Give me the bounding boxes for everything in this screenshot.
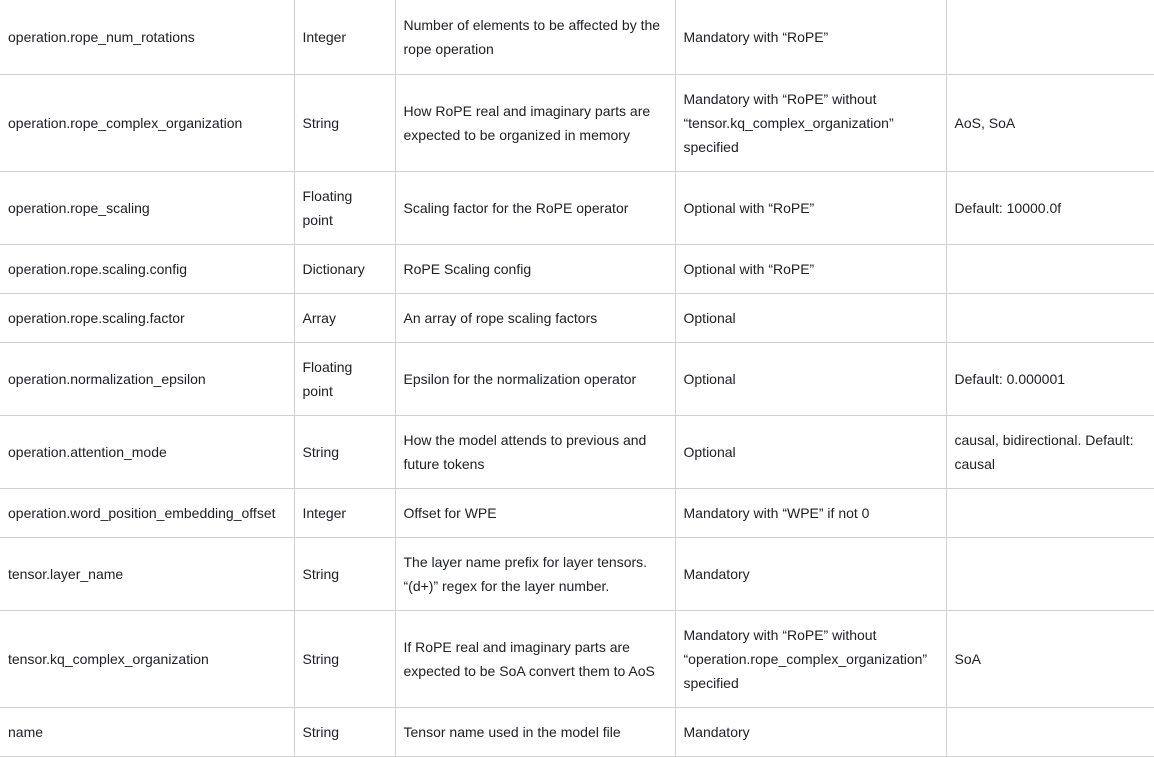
param-description-cell: Offset for WPE [395, 488, 675, 537]
param-name-cell: tensor.layer_name [0, 537, 294, 610]
param-type-cell: Integer [294, 0, 395, 74]
param-requirement-cell: Optional [675, 342, 946, 415]
param-requirement-cell: Mandatory [675, 707, 946, 756]
param-type-cell: Array [294, 293, 395, 342]
param-name-cell: operation.rope_complex_organization [0, 74, 294, 171]
table-row [0, 74, 1154, 171]
param-description-cell: Tensor name used in the model file [395, 707, 675, 756]
param-values-cell: Default: 0.000001 [946, 342, 1154, 415]
param-name-cell: operation.rope_scaling [0, 171, 294, 244]
param-type-cell: Integer [294, 488, 395, 537]
param-type-cell: String [294, 415, 395, 488]
param-values-cell [946, 0, 1154, 74]
param-requirement-cell: Mandatory with “RoPE” without “tensor.kq_complex_organization” specified [675, 74, 946, 171]
param-type-cell: Floating point [294, 342, 395, 415]
param-description-cell: An array of rope scaling factors [395, 293, 675, 342]
param-description-cell: How RoPE real and imaginary parts are expected to be organized in memory [395, 74, 675, 171]
table-row [0, 0, 1154, 74]
table-row [0, 707, 1154, 756]
table-row [0, 415, 1154, 488]
param-type-cell: String [294, 537, 395, 610]
param-values-cell [946, 488, 1154, 537]
table-row [0, 342, 1154, 415]
param-description-cell: The layer name prefix for layer tensors. “(d+)” regex for the layer number. [395, 537, 675, 610]
table-row [0, 537, 1154, 610]
param-values-cell: SoA [946, 610, 1154, 707]
param-name-cell: operation.rope.scaling.factor [0, 293, 294, 342]
param-description-cell: Epsilon for the normalization operator [395, 342, 675, 415]
table-row [0, 244, 1154, 293]
param-description-cell: Number of elements to be affected by the rope operation [395, 0, 675, 74]
param-values-cell: causal, bidirectional. Default: causal [946, 415, 1154, 488]
param-values-cell [946, 293, 1154, 342]
param-requirement-cell: Mandatory with “RoPE” without “operation.rope_complex_organization” specified [675, 610, 946, 707]
table-row [0, 488, 1154, 537]
param-name-cell: operation.normalization_epsilon [0, 342, 294, 415]
param-requirement-cell: Optional with “RoPE” [675, 171, 946, 244]
param-type-cell: String [294, 74, 395, 171]
param-name-cell: operation.attention_mode [0, 415, 294, 488]
param-requirement-cell: Optional [675, 293, 946, 342]
param-type-cell: String [294, 610, 395, 707]
param-requirement-cell: Optional [675, 415, 946, 488]
param-values-cell: AoS, SoA [946, 74, 1154, 171]
table-row [0, 610, 1154, 707]
param-type-cell: Dictionary [294, 244, 395, 293]
table-row [0, 293, 1154, 342]
param-values-cell [946, 707, 1154, 756]
param-description-cell: How the model attends to previous and future tokens [395, 415, 675, 488]
param-type-cell: String [294, 707, 395, 756]
table-row [0, 171, 1154, 244]
param-name-cell: tensor.kq_complex_organization [0, 610, 294, 707]
param-name-cell: name [0, 707, 294, 756]
param-name-cell: operation.rope_num_rotations [0, 0, 294, 74]
param-requirement-cell: Mandatory with “RoPE” [675, 0, 946, 74]
param-description-cell: Scaling factor for the RoPE operator [395, 171, 675, 244]
param-description-cell: If RoPE real and imaginary parts are expected to be SoA convert them to AoS [395, 610, 675, 707]
param-requirement-cell: Mandatory with “WPE” if not 0 [675, 488, 946, 537]
param-values-cell [946, 244, 1154, 293]
param-requirement-cell: Optional with “RoPE” [675, 244, 946, 293]
param-description-cell: RoPE Scaling config [395, 244, 675, 293]
param-values-cell: Default: 10000.0f [946, 171, 1154, 244]
param-type-cell: Floating point [294, 171, 395, 244]
param-requirement-cell: Mandatory [675, 537, 946, 610]
param-values-cell [946, 537, 1154, 610]
param-name-cell: operation.rope.scaling.config [0, 244, 294, 293]
param-name-cell: operation.word_position_embedding_offset [0, 488, 294, 537]
